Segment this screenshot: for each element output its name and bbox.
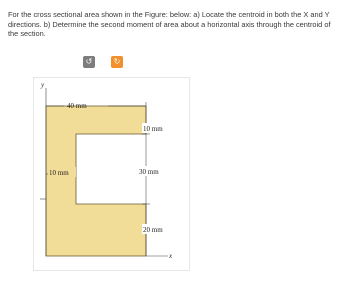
undo-button[interactable] [83,56,95,68]
dim-top-width-label: 40 mm [67,102,87,110]
redo-button[interactable] [111,56,123,68]
undo-icon: ↺ [85,57,93,66]
dim-middle-height-label: 30 mm [139,168,159,176]
y-axis-label: y [41,81,45,89]
dim-flange-thickness-label: 10 mm [143,125,163,133]
question-text: For the cross sectional area shown in the Figure: below: a) Locate the centroid in both the X and Y directions. b) Determine the second moment of area about a horizontal axis through the centroid of the section. [8,10,331,39]
dim-bottom-height-label: 20 mm [143,226,163,234]
cross-section-shape [46,106,146,256]
figure-card [33,77,190,271]
x-axis-label: x [169,252,173,260]
redo-icon: ↻ [113,57,121,66]
cross-section-figure [34,78,191,272]
dim-web-thickness-label: 10 mm [49,169,69,177]
